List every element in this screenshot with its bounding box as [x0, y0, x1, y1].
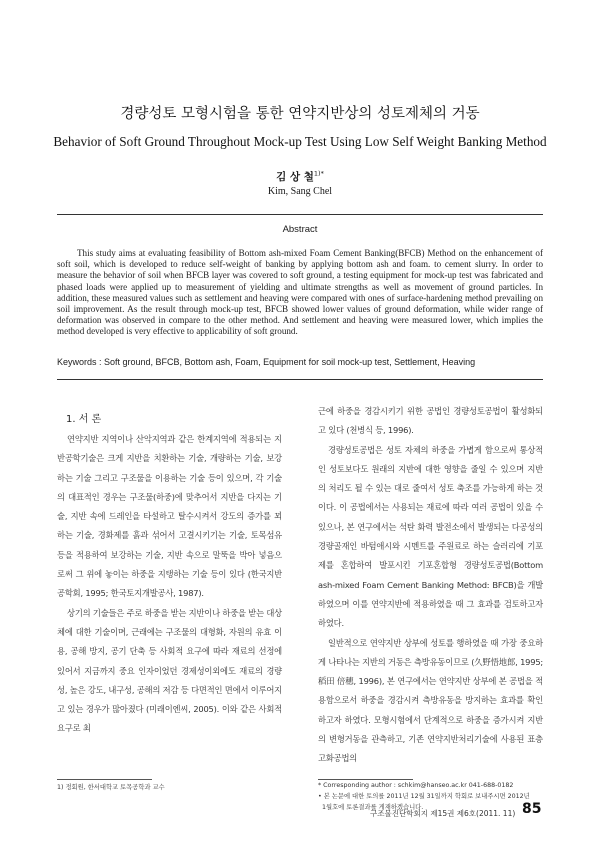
keywords-text: : Soft ground, BFCB, Bottom ash, Foam, Equipment for soil mock-up test, Settlement, Heaving	[96, 357, 476, 367]
footnote-rule-left	[57, 779, 152, 780]
right-column	[318, 402, 543, 769]
paragraph: 상기의 기술들은 주로 하중을 받는 지반이나 하중을 받는 대상체에 대한 기술이며, 근래에는 구조물의 대형화, 자원의 유효 이용, 공해 방지, 공기 단축 등 사회적 요구에 따라 재료의 선정에 있어서 지금까지 중요 인자이었던 경제성이외에도 재료의 경량성, 높은 강도, 내구성, 공해의 저감 등 다면적인 면에서 이루어지고 있는 경우가 많아졌다 (미래이엔씨, 2005). 이와 같은 사회적 요구로 최	[57, 607, 282, 734]
keywords-line	[57, 357, 543, 367]
page-number: 85	[522, 801, 542, 817]
paragraph: 일반적으로 연약지반 상부에 성토를 행하였을 때 가장 중요하게 나타나는 지반의 거동은 측방유동이므로 (久野悟地郎, 1995; 稻田 倍穗, 1996), 본 연구에서는 연약지반 상부에 본 공법을 적용함으로서 하중을 경감시켜 측방유동을 방지하는 효과를 확인하고자 하였다. 모형시험에서 단계적으로 하중을 증가시켜 지반의 변형거동을 관측하고, 기존 연약지반처리기술에 사용된 표층고화공법의	[318, 637, 543, 764]
abstract-bottom-rule	[57, 379, 543, 380]
keywords-label: Keywords	[57, 357, 97, 367]
author-affiliation-mark: 1)*	[313, 169, 324, 178]
author-name-english: Kim, Sang Chel	[267, 186, 333, 197]
paper-title-english: Behavior of Soft Ground Throughout Mock-up Test Using Low Self Weight Banking Method	[53, 134, 547, 149]
section-heading-introduction: 1. 서 론	[66, 414, 102, 425]
author-name-text: 김 상 철	[276, 171, 314, 183]
footnote-affiliation: 1) 정회원, 한서대학교 토목공학과 교수	[57, 784, 165, 791]
footnote-line: • 본 논문에 대한 토의를 2011년 12월 31일까지 학회로 보내주시면 2012년	[318, 793, 530, 800]
left-column	[57, 430, 282, 739]
paper-title-korean: 경량성토 모형시험을 통한 연약지반상의 성토제체의 거동	[120, 106, 480, 122]
abstract-heading: Abstract	[282, 224, 318, 235]
paragraph: 연약지반 지역이나 산악지역과 같은 한계지역에 적용되는 지반공학기술은 크게 지반을 치환하는 기술, 개량하는 기술, 보강하는 기술 그리고 구조물을 이용하는 기술 등이 있으며, 각 기술의 대표적인 경우는 구조물(하중)에 맞추어서 지반을 다지는 기술, 지반 속에 드레인을 타설하고 탈수시켜서 강도의 증가를 꾀하는 기술, 경화제를 흙과 섞어서 고결시키기는 기술, 토목섬유 등을 적용하여 보강하는 기술, 지반 속으로 말뚝을 박아 넣음으로써 그 위에 놓이는 하중을 지탱하는 기술 등이 있다 (한국지반공학회, 1995; 한국토지개발공사, 1987).	[57, 434, 282, 599]
abstract-top-rule	[57, 214, 543, 215]
footnote-line: * Corresponding author : schkim@hanseo.ac.kr 041-688-0182	[318, 782, 514, 789]
abstract-body: This study aims at evaluating feasibility of Bottom ash-mixed Foam Cement Banking(BFCB) Method on the enhancement of soft soil, which is developed to reduce self-weight of banking by applying bottom ash and foam. to cement slurry. In order to measure the behavior of soil when BFCB layer was covered to soft ground, a testing equipment for mock-up test was fabricated and phased loads were applied up to measurement of yielding and ultimate strengths as well as movement of ground particles. In addition, these measured values such as settlement and heaving were compared with ones of surface-hardening method prevailing on soil improvement. As the result through mock-up test, BFCB showed lower values of ground deformation, while wider range of deformation was observed in compare to the other method. And settlement and heaving were measured lower, which implies the method developed is very effective to applicability of soft ground.	[57, 248, 543, 337]
footnote-line: 1월호에 토론결과를 게재하겠습니다.	[318, 804, 424, 811]
paragraph: 경량성토공법은 성토 자체의 하중을 가볍게 함으로써 통상적인 성토보다도 원래의 지반에 대한 영향을 줄일 수 있으며 지반의 처리도 될 수 있는 대로 줄여서 성토 축조를 가능하게 하는 것이다. 이 공법에서는 사용되는 재료에 따라 여러 공법이 있을 수 있으나, 본 연구에서는 석탄 화력 발전소에서 발생되는 다공성의 경량골재인 바텀애시와 시멘트를 주원료로 하는 슬러리에 기포제를 혼합하여 발포시킨 기포혼합형 경량성토공법(Bottom ash-mixed Foam Cement Banking Method: BFCB)을 개발하였으며 이를 연약지반에 적용하였을 때 그 효과를 검토하고자 하였다.	[318, 444, 543, 629]
author-name-korean	[0, 169, 600, 184]
journal-citation: 구조물진단학회지 제15권 제6호(2011. 11)	[370, 809, 516, 818]
paragraph: 근에 하중을 경감시키기 위한 공법인 경량성토공법이 활성화되고 있다 (천병식 등, 1996).	[318, 406, 543, 436]
